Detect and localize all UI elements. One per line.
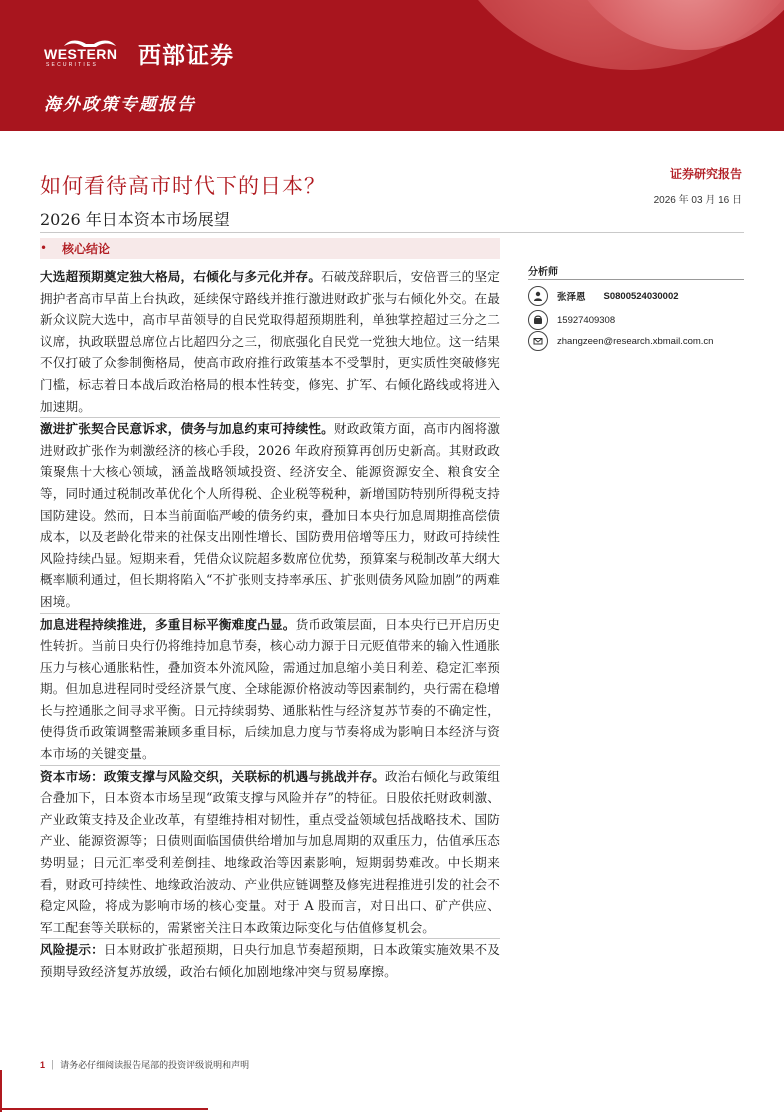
logo-mark (44, 36, 136, 70)
logo-chinese: 西部证券 (138, 42, 234, 69)
paragraph-fiscal (40, 418, 500, 612)
core-conclusions-body (40, 266, 500, 983)
report-subtitle: 2026 年日本资本市场展望 (40, 210, 230, 229)
paragraph-lead: 资本市场：政策支撑与风险交织，关联标的机遇与挑战并存。 (40, 768, 386, 784)
section-heading-core-conclusions (40, 238, 500, 259)
corner-decoration (0, 1108, 208, 1110)
footer-separator: | (51, 1059, 55, 1070)
report-header-band (0, 0, 784, 131)
brand-logo (44, 36, 234, 70)
paragraph-monetary (40, 614, 500, 765)
analyst-email[interactable]: zhangzeen@research.xbmail.com.cn (557, 335, 714, 347)
email-icon (528, 331, 548, 351)
report-series: 海外政策专题报告 (44, 95, 196, 115)
paragraph-capital-market (40, 766, 500, 939)
paragraph-text: 日本财政扩张超预期，日央行加息节奏超预期，日本政策实施效果不及预期导致经济复苏放缓，政治右倾化加剧地缘冲突与贸易摩擦。 (40, 942, 501, 979)
analyst-phone-row (528, 310, 615, 330)
divider (40, 232, 744, 233)
paragraph-lead: 激进扩张契合民意诉求，债务与加息约束可持续性。 (40, 421, 334, 437)
analyst-phone: 15927409308 (557, 314, 616, 326)
paragraph-text: 货币政策层面，日本央行已开启历史性转折。当前日央行仍将维持加息节奏，核心动力源于日元贬值带来的输入性通胀压力与核心通胀粘性，叠加资本外流风险，需通过加息缩小美日利差、稳定汇率预期。但加息进程同时受经济景气度、全球能源价格波动等因素制约，央行需在稳增长与控通胀之间寻求平衡。日元持续弱势、通胀粘性与经济复苏节奏的不确定性，使得货币政策调整需兼顾多重目标，后续加息力度与节奏将成为影响日本经济与资本市场的关键变量。 (40, 616, 501, 762)
analyst-certificate: S0800524030002 (603, 290, 679, 302)
paragraph-text: 石破茂辞职后，安倍晋三的坚定拥护者高市早苗上台执政，延续保守路线并推行激进财政扩张与右倾化外交。在最新众议院大选中，高市早苗领导的自民党取得超预期胜利，单独掌控超过三分之二议席，执政联盟总席位占比超四分之三，彻底强化自民党一党独大地位。这一结果不仅打破了众参制衡格局，使高市政府推行政策基本不受掣肘，更实质性突破修宪门槛，标志着日本战后政治格局的根本性转变，修宪、扩军、右倾化路线或将进入加速期。 (40, 269, 500, 414)
paragraph-text: 财政政策方面，高市内阁将激进财政扩张作为刺激经济的核心手段，2026 年政府预算再创历史新高。其财政政策聚焦十大核心领域，涵盖战略领域投资、经济安全、能源资源安全、粮食安全等，同时通过税制改革优化个人所得税、企业税等税种，新增国防特别所得税支持国防建设。然而，日本当前面临严峻的债务约束，叠加日本央行加息周期推高偿债成本，以及老龄化带来的社保支出刚性增长、国防费用倍增等压力，财政可持续性风险持续凸显。短期来看，凭借众议院超多数席位优势，预算案与税制改革大纲大概率顺利通过，但长期将陷入“不扩张则支持率承压、扩张则债务风险加剧”的两难困境。 (40, 421, 501, 609)
logo-english: WESTERN (44, 46, 118, 62)
paragraph-text: 政治右倾化与政策组合叠加下，日本资本市场呈现“政策支撑与风险并存”的特征。日股依托财政刺激、产业政策支持及企业改革，有望维持相对韧性，重点受益领域包括战略技术、国防产业、能源资源等；日债则面临国债供给增加与加息周期的双重压力，估值承压态势明显；日元汇率受利差倒挂、地缘政治等因素影响，短期弱势难改。中长期来看，财政可持续性、地缘政治波动、产业供应链调整及修宪进程推进引发的社会不稳定风险，将成为影响市场的核心变量。对于 A 股而言，对日出口、矿产供应、军工配套等关联标的，需紧密关注日本政策边际变化与估值修复机会。 (40, 768, 500, 935)
report-title: 如何看待高市时代下的日本？ (40, 174, 326, 198)
footer-notice: 请务必仔细阅读报告尾部的投资评级说明和声明 (60, 1061, 250, 1071)
page-footer (40, 1058, 249, 1071)
analyst-name: 张泽恩 (557, 292, 586, 303)
divider (528, 279, 744, 280)
phone-icon (528, 310, 548, 330)
paragraph-politics (40, 266, 500, 417)
page-number: 1 (40, 1059, 46, 1070)
report-date: 2026 年 03 月 16 日 (653, 195, 742, 206)
logo-subtitle: SECURITIES (46, 62, 99, 68)
analyst-name-row (528, 286, 679, 306)
bullet-icon: • (40, 241, 48, 255)
paragraph-lead: 大选超预期奠定独大格局，右倾化与多元化并存。 (40, 269, 322, 284)
person-icon (528, 286, 548, 306)
analyst-email-row (528, 331, 713, 351)
report-type: 证券研究报告 (669, 167, 742, 181)
section-heading-label: 核心结论 (62, 242, 111, 256)
paragraph-risk (40, 939, 500, 982)
paragraph-lead: 加息进程持续推进，多重目标平衡难度凸显。 (40, 616, 296, 632)
paragraph-lead: 风险提示： (40, 942, 104, 958)
analyst-heading: 分析师 (528, 267, 558, 278)
corner-decoration (0, 1070, 2, 1112)
